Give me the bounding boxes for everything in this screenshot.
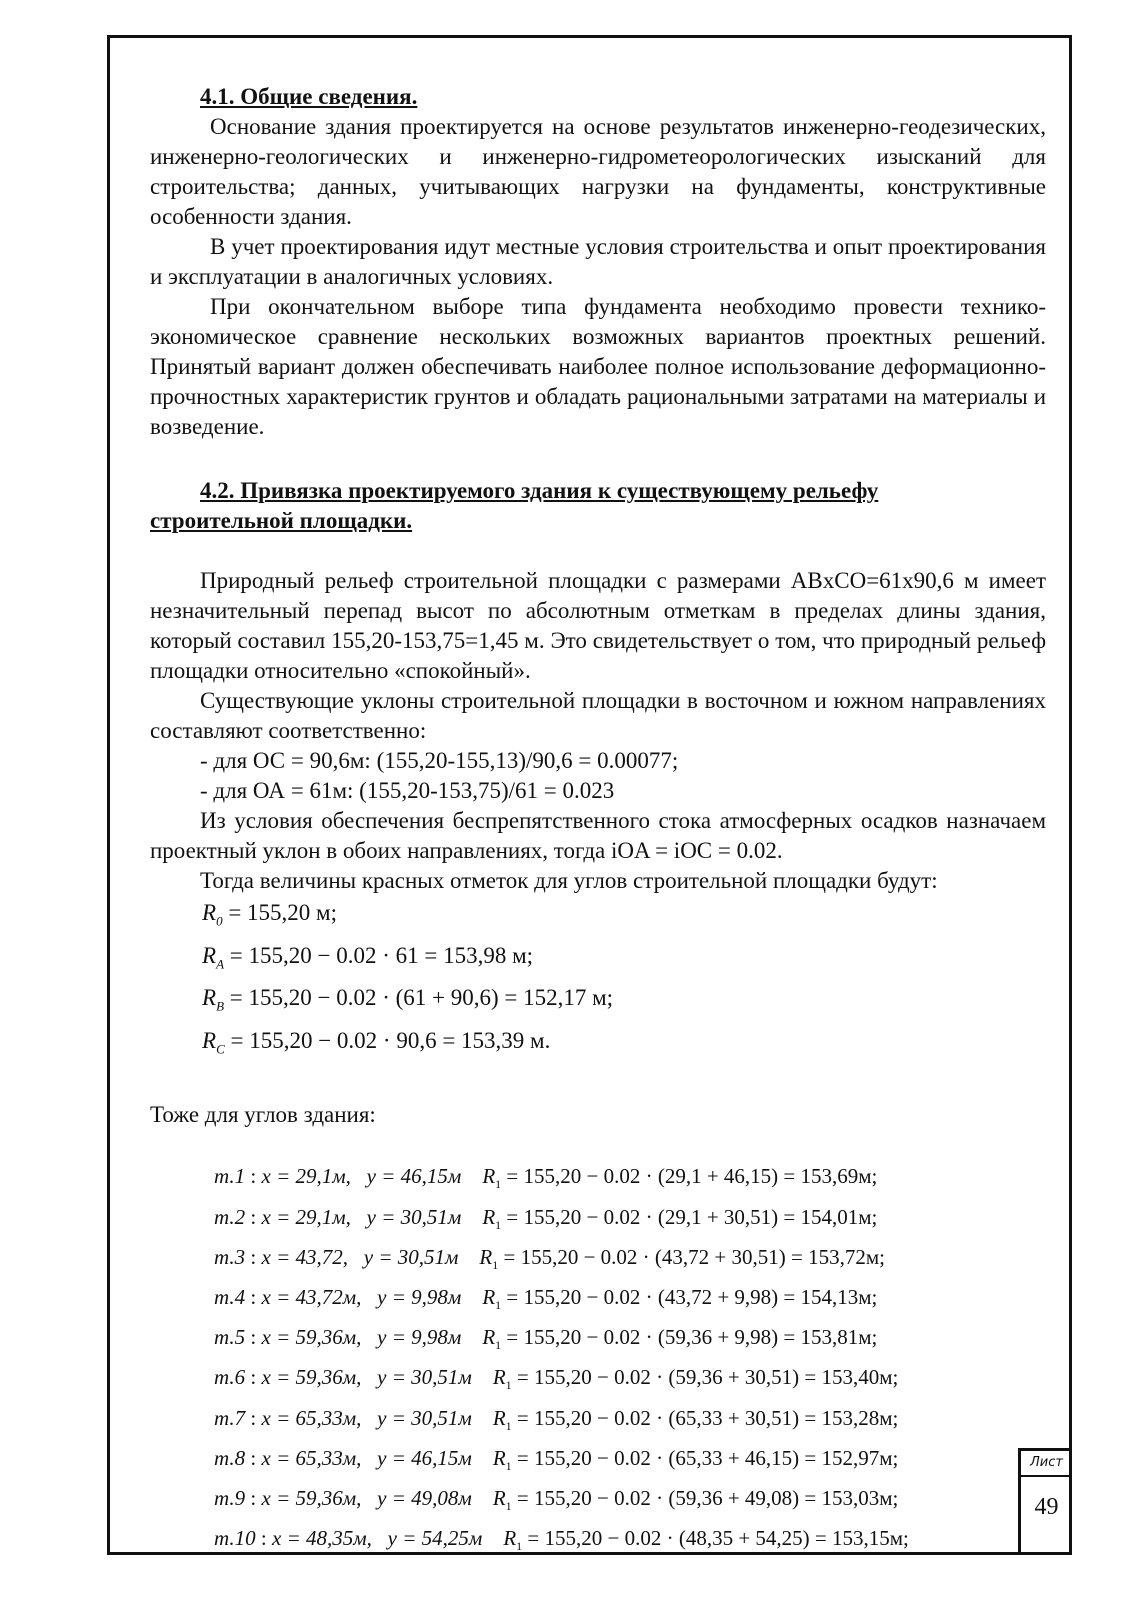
list-item: т.9 : x = 59,36м, y = 49,08м $R_1 = 155,20 - 0.02 \cdot (59,36 + 49,08) = 153,03м$;: [214, 1485, 899, 1514]
formula-rc: $R_C = 155,20 - 0.02 \cdot 90,6 = 153,39$ м.: [202, 1027, 551, 1057]
list-item: т.5 : x = 59,36м, y = 9,98м $R_1 = 155,20 - 0.02 \cdot (59,36 + 9,98) = 153,81м$;: [214, 1325, 878, 1353]
paragraph: Основание здания проектируется на основе результатов инженерно-геодезических, инженерно-геологических и инженерно-гидрометеорологических изысканий для строительства; данных, учитывающих нагрузки на фундаменты, конструктивные особенности здания.: [150, 114, 1046, 229]
paragraph: Из условия обеспечения беспрепятственного стока атмосферных осадков назначаем проектный уклон в обоих направлениях, тогда iOA = iOC = 0.02.: [150, 808, 1046, 863]
list-item: т.6 : x = 59,36м, y = 30,51м $R_1 = 155,20 - 0.02 \cdot (59,36 + 30,51) = 153,40м$;: [214, 1365, 899, 1393]
paragraph: В учет проектирования идут местные условия строительства и опыт проектирования и эксплуатации в аналогичных условиях.: [150, 234, 1046, 289]
list-item: т.4 : x = 43,72м, y = 9,98м $R_1 = 155,20 - 0.02 \cdot (43,72 + 9,98) = 154,13м$;: [214, 1284, 878, 1313]
slope-oa: - для ОА = 61м: (155,20-153,75)/61 = 0.023: [200, 778, 615, 803]
formula-r0: $R_0 = 155,20$ м;: [202, 900, 337, 929]
list-item: т.3 : x = 43,72, y = 30,51м $R_1 = 155,20 - 0.02 \cdot (43,72 + 30,51) = 153,72м$;: [214, 1244, 885, 1272]
section-title-4-2-line2: строительной площадки.: [150, 508, 413, 533]
paragraph: Существующие уклоны строительной площадки в восточном и южном направлениях составляют соответственно:: [150, 688, 1046, 743]
section-title-4-2-line1: 4.2. Привязка проектируемого здания к существующему рельефу: [200, 478, 879, 503]
list-item: т.1 : x = 29,1м, y = 46,15м $R_1 = 155,20 - 0.02 \cdot (29,1 + 46,15) = 153,69м$;: [214, 1164, 878, 1192]
slope-oc: - для ОС = 90,6м: (155,20-155,13)/90,6 = 0.00077;: [200, 748, 679, 773]
section-title-4-1: 4.1. Общие сведения.: [200, 84, 418, 109]
list-item: т.8 : x = 65,33м, y = 46,15м $R_1 = 155,20 - 0.02 \cdot (65,33 + 46,15) = 152,97м$;: [214, 1445, 899, 1473]
paragraph: Природный рельеф строительной площадки с размерами ABxCO=61x90,6 м имеет незначительный перепад высот по абсолютным отметкам в пределах длины здания, который составил 155,20-153,75=1,45 м. Это свидетельствует о том, что природный рельеф площадки относительно «спокойный».: [150, 568, 1046, 683]
sheet-label: Лист: [1021, 1451, 1072, 1477]
corner-points-list: [150, 1160, 1046, 1562]
paragraph: Тогда величины красных отметок для углов строительной площадки будут:: [200, 868, 938, 893]
list-item: т.2 : x = 29,1м, y = 30,51м $R_1 = 155,20 - 0.02 \cdot (29,1 + 30,51) = 154,01м$;: [214, 1204, 878, 1232]
list-item: т.7 : x = 65,33м, y = 30,51м $R_1 = 155,20 - 0.02 \cdot (65,33 + 30,51) = 153,28м$;: [214, 1405, 899, 1433]
page-number: 49: [1034, 1494, 1059, 1520]
formula-rb: $R_B = 155,20 - 0.02 \cdot (61 + 90,6) = 152,17$ м;: [202, 985, 614, 1014]
corners-intro: Тоже для углов здания:: [150, 1102, 376, 1128]
document-body: [150, 82, 1046, 1562]
formula-ra: $R_A = 155,20 - 0.02 \cdot 61 = 153,98$ м;: [202, 942, 534, 972]
paragraph: При окончательном выборе типа фундамента необходимо провести технико-экономическое сравнение нескольких возможных вариантов проектных решений. Принятый вариант должен обеспечивать наиболее полное использование деформационно-прочностных характеристик грунтов и обладать рациональными затратами на материалы и возведение.: [150, 294, 1046, 439]
sheet-stamp: [1018, 1448, 1072, 1555]
list-item: т.10 : x = 48,35м, y = 54,25м $R_1 = 155,20 - 0.02 \cdot (48,35 + 54,25) = 153,15м$;: [214, 1526, 909, 1554]
